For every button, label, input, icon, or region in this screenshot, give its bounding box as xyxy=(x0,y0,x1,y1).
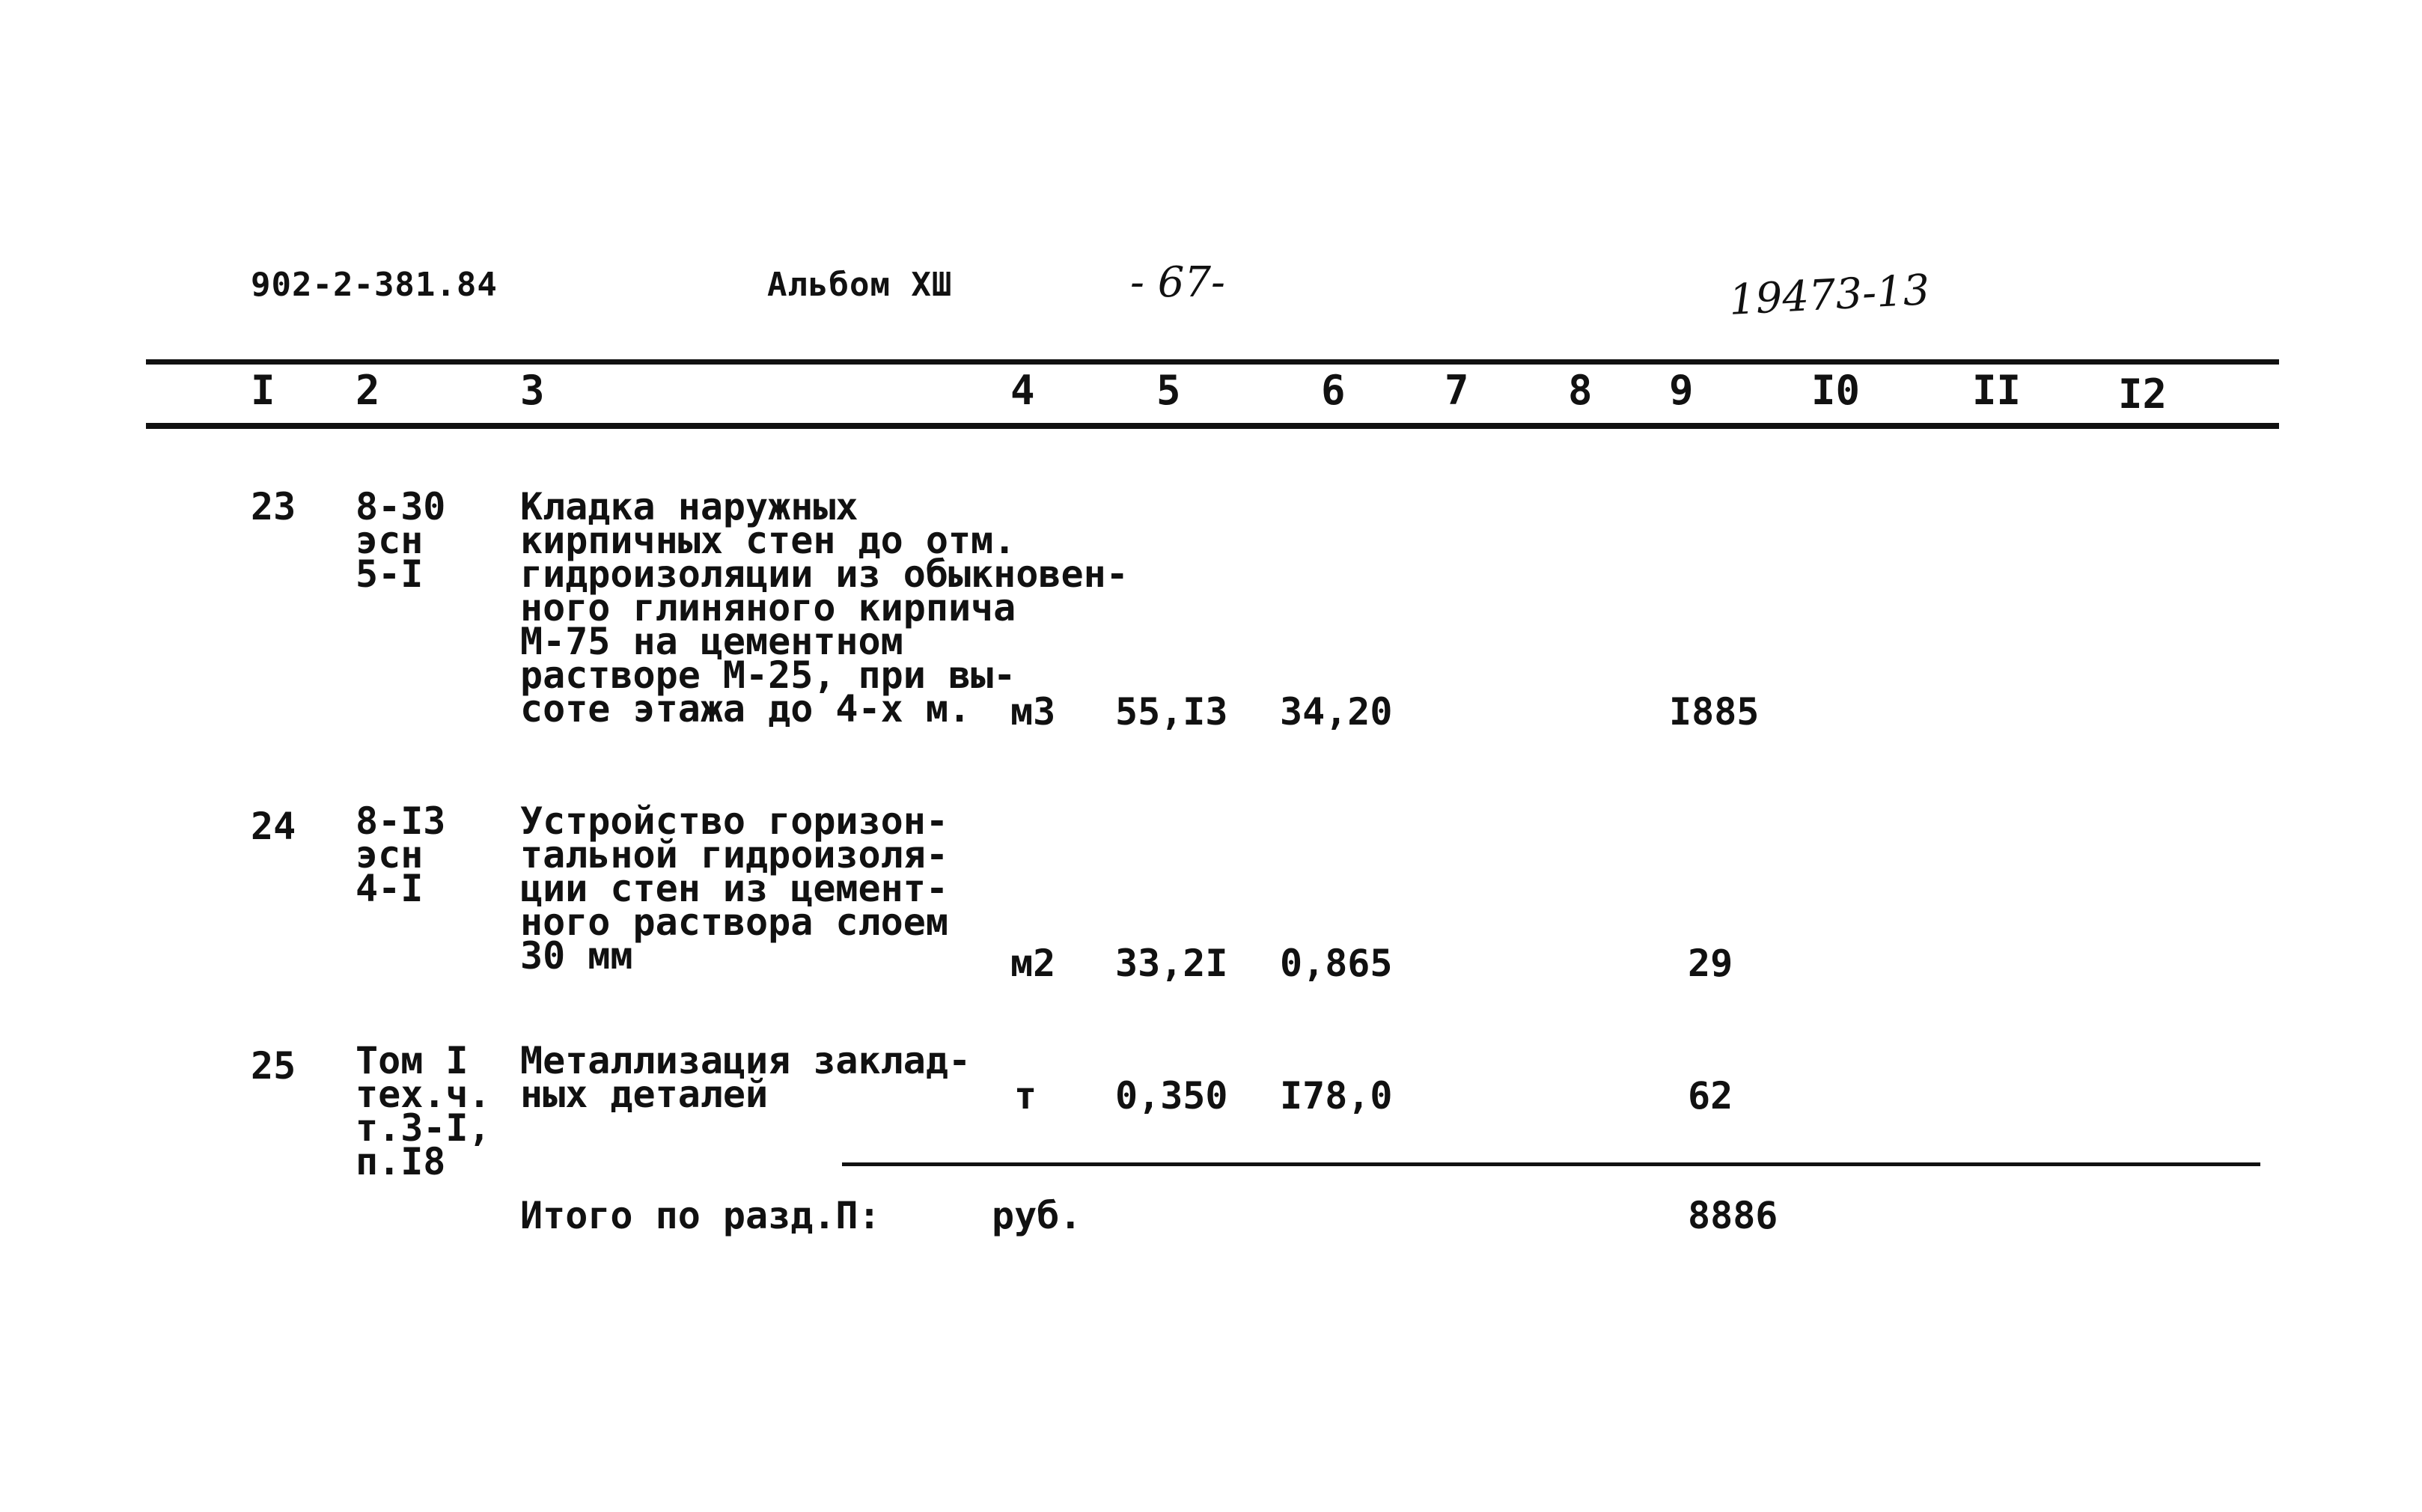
section-total-value: 8886 xyxy=(1688,1194,1778,1237)
work-description-line: Кладка наружных xyxy=(520,485,858,528)
row-number: 25 xyxy=(251,1044,296,1088)
row-number: 24 xyxy=(251,805,296,848)
work-description-line: растворе М-25, при вы- xyxy=(520,653,1016,697)
column-header-3: 3 xyxy=(520,367,545,414)
column-header-2: 2 xyxy=(356,367,380,414)
work-description-line: Устройство горизон- xyxy=(520,799,948,843)
column-header-6: 6 xyxy=(1321,367,1346,414)
unit-price-cell: 0,865 xyxy=(1280,942,1393,985)
norm-code-line: тех.ч. xyxy=(356,1073,491,1116)
column-header-8: 8 xyxy=(1568,367,1593,414)
page-number: - 67- xyxy=(1130,258,1225,307)
row-number: 23 xyxy=(251,485,296,528)
column-header-12: I2 xyxy=(2118,371,2168,418)
work-description-line: Металлизация заклад- xyxy=(520,1039,971,1082)
unit-cell: м2 xyxy=(1010,942,1056,985)
norm-code-line: 8-30 xyxy=(356,485,446,528)
work-description-line: 30 мм xyxy=(520,934,633,978)
norm-code-line: Том I xyxy=(356,1039,469,1082)
total-cell: 62 xyxy=(1688,1074,1733,1118)
summary-rule xyxy=(842,1162,2260,1166)
work-description-line: ных деталей xyxy=(520,1073,769,1116)
quantity-cell: 33,2I xyxy=(1115,942,1228,985)
work-description-line: соте этажа до 4-х м. xyxy=(520,687,971,731)
column-header-1: I xyxy=(251,367,275,414)
section-total-unit: руб. xyxy=(992,1194,1082,1237)
norm-code-line: т.3-I, xyxy=(356,1106,491,1150)
total-cell: 29 xyxy=(1688,942,1733,985)
column-header-9: 9 xyxy=(1669,367,1694,414)
work-description-line: М-75 на цементном xyxy=(520,620,903,663)
norm-code-line: 8-I3 xyxy=(356,799,446,843)
header-bottom-rule xyxy=(146,423,2279,429)
work-description-line: ного раствора слоем xyxy=(520,900,948,944)
norm-code-line: п.I8 xyxy=(356,1140,446,1183)
column-header-11: II xyxy=(1972,367,2022,414)
quantity-cell: 55,I3 xyxy=(1115,690,1228,734)
album-label: Альбом XШ xyxy=(767,266,953,304)
norm-code-line: 5-I xyxy=(356,552,424,596)
work-description-line: тальной гидроизоля- xyxy=(520,833,948,877)
norm-code-line: 4-I xyxy=(356,867,424,910)
document-code: 902-2-381.84 xyxy=(251,266,498,304)
total-cell: I885 xyxy=(1669,690,1760,734)
work-description-line: ного глиняного кирпича xyxy=(520,586,1016,630)
column-header-7: 7 xyxy=(1445,367,1469,414)
section-total-label: Итого по разд.П: xyxy=(520,1194,881,1237)
work-description-line: гидроизоляции из обыкновен- xyxy=(520,552,1129,596)
column-header-5: 5 xyxy=(1156,367,1181,414)
header-top-rule xyxy=(146,359,2279,365)
unit-price-cell: I78,0 xyxy=(1280,1074,1393,1118)
quantity-cell: 0,350 xyxy=(1115,1074,1228,1118)
column-header-4: 4 xyxy=(1010,367,1035,414)
unit-price-cell: 34,20 xyxy=(1280,690,1393,734)
norm-code-line: эсн xyxy=(356,519,424,562)
unit-cell: т xyxy=(1014,1074,1037,1118)
work-description-line: ции стен из цемент- xyxy=(520,867,948,910)
unit-cell: м3 xyxy=(1010,690,1056,734)
norm-code-line: эсн xyxy=(356,833,424,877)
column-header-10: I0 xyxy=(1811,367,1861,414)
work-description-line: кирпичных стен до отм. xyxy=(520,519,1016,562)
inventory-number: 19473-13 xyxy=(1727,266,1931,325)
